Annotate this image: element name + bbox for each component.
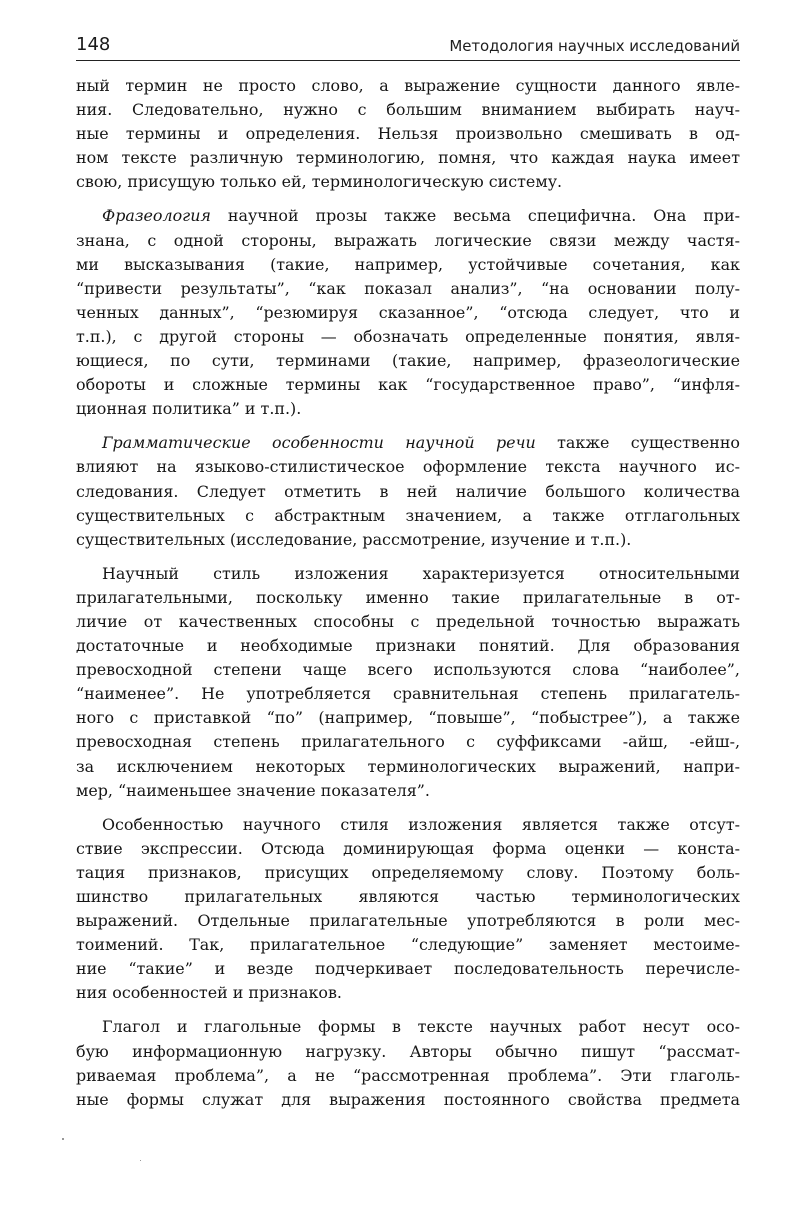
text-line: ствие экспрессии. Отсюда доминирующая форма оценки — конста- bbox=[76, 838, 740, 858]
text-line: ном тексте различную терминологию, помня, что каждая наука имеет bbox=[76, 148, 740, 168]
scan-speck bbox=[140, 1160, 141, 1161]
text-line: Особенностью научного стиля изложения является также отсут- bbox=[102, 814, 740, 834]
text-line: ния особенностей и признаков. bbox=[76, 983, 342, 1003]
text-line: свою, присущую только ей, терминологическую систему. bbox=[76, 172, 563, 192]
header-rule bbox=[76, 60, 740, 61]
text-line: риваемая проблема”, а не “рассмотренная проблема”. Эти глаголь- bbox=[76, 1065, 740, 1085]
text-line: т.п.), с другой стороны — обозначать определенные понятия, явля- bbox=[76, 326, 740, 346]
text-line: ния. Следовательно, нужно с большим вниманием выбирать науч- bbox=[76, 100, 740, 120]
text-line: бую информационную нагрузку. Авторы обычно пишут “рассмат- bbox=[76, 1041, 740, 1061]
text-line: ные формы служат для выражения постоянного свойства предмета bbox=[76, 1089, 740, 1109]
text-line: ного с приставкой “по” (например, “повыше”, “побыстрее”), а также bbox=[76, 708, 740, 728]
text-line: шинство прилагательных являются частью терминологических bbox=[76, 887, 740, 906]
paragraph-verbs bbox=[76, 1015, 740, 1111]
running-head bbox=[76, 34, 740, 64]
text-line: ние “такие” и везде подчеркивает последовательность перечисле- bbox=[76, 959, 740, 979]
text-line: прилагательными, поскольку именно такие прилагательные в от- bbox=[76, 587, 740, 607]
text-line: превосходная степень прилагательного с суффиксами -айш, -ейш-, bbox=[76, 732, 740, 752]
text-run: научной прозы также весьма специфична. Она при- bbox=[210, 206, 740, 226]
paragraph-continuation bbox=[76, 74, 740, 194]
body-text bbox=[76, 74, 740, 1122]
text-line bbox=[76, 204, 740, 228]
italic-term: Фразеология bbox=[102, 206, 211, 226]
text-line: Глагол и глагольные формы в тексте научных работ несут осо- bbox=[102, 1017, 740, 1037]
text-line: достаточные и необходимые признаки понятий. Для образования bbox=[76, 636, 740, 656]
paragraph-expression bbox=[76, 813, 740, 1006]
text-line: ный термин не просто слово, а выражение сущности данного явле- bbox=[76, 76, 740, 95]
text-line: “привести результаты”, “как показал анализ”, “на основании полу- bbox=[76, 278, 740, 298]
paragraph-adjectives bbox=[76, 562, 740, 803]
text-line: тация признаков, присущих определяемому слову. Поэтому боль- bbox=[76, 862, 740, 882]
text-line bbox=[76, 431, 740, 455]
page-number: 148 bbox=[76, 34, 111, 55]
text-line: личие от качественных способны с предельной точностью выражать bbox=[76, 611, 740, 631]
text-line: за исключением некоторых терминологических выражений, напри- bbox=[76, 756, 740, 776]
text-line: знана, с одной стороны, выражать логические связи между частя- bbox=[76, 230, 740, 250]
text-line: превосходной степени чаще всего используются слова “наиболее”, bbox=[76, 660, 740, 680]
text-line: следования. Следует отметить в ней наличие большого количества bbox=[76, 481, 740, 501]
text-line: ные термины и определения. Нельзя произвольно смешивать в од- bbox=[76, 124, 740, 144]
text-line: ционная политика” и т.п.). bbox=[76, 399, 302, 419]
text-line: влияют на языково-стилистическое оформление текста научного ис- bbox=[76, 457, 740, 477]
text-line: Научный стиль изложения характеризуется относительными bbox=[102, 563, 740, 583]
text-line: ченных данных”, “резюмируя сказанное”, “отсюда следует, что и bbox=[76, 302, 740, 322]
text-line: ми высказывания (такие, например, устойчивые сочетания, как bbox=[76, 254, 740, 274]
text-run: также существенно bbox=[535, 433, 740, 453]
paragraph-phraseology bbox=[76, 204, 740, 421]
text-line: существительных с абстрактным значением, а также отглагольных bbox=[76, 505, 740, 525]
text-line: обороты и сложные термины как “государственное право”, “инфля- bbox=[76, 375, 740, 395]
text-line: “наименее”. Не употребляется сравнительная степень прилагатель- bbox=[76, 684, 740, 704]
paragraph-grammar bbox=[76, 431, 740, 551]
italic-term: Грамматические особенности научной речи bbox=[102, 433, 536, 453]
text-line: ющиеся, по сути, терминами (такие, например, фразеологические bbox=[76, 351, 740, 371]
scan-speck bbox=[62, 1138, 64, 1140]
text-line: выражений. Отдельные прилагательные употребляются в роли мес- bbox=[76, 911, 740, 931]
text-line: мер, “наименьшее значение показателя”. bbox=[76, 780, 430, 800]
text-line: тоимений. Так, прилагательное “следующие” заменяет местоиме- bbox=[76, 935, 740, 955]
text-line: существительных (исследование, рассмотрение, изучение и т.п.). bbox=[76, 529, 632, 549]
running-title: Методология научных исследований bbox=[449, 37, 740, 55]
